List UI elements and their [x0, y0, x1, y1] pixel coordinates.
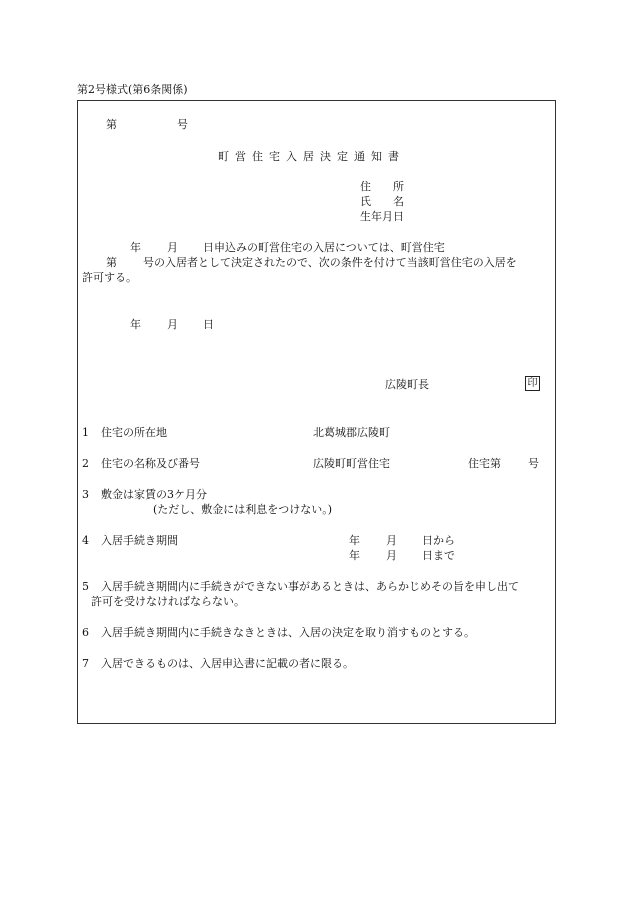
date-month: 月 — [167, 318, 178, 331]
condition-2-housing-no-suffix: 号 — [528, 457, 539, 470]
condition-4-from-month: 月 — [386, 534, 397, 547]
addressee-birthdate-label: 生年月日 — [360, 210, 404, 223]
condition-4-to-year: 年 — [349, 549, 360, 562]
condition-2-housing-no-prefix: 住宅第 — [468, 457, 501, 470]
condition-6-text: 入居手続き期間内に手続きなきときは、入居の決定を取り消すものとする。 — [101, 626, 475, 639]
date-year: 年 — [130, 318, 141, 331]
condition-3-note: (ただし、敷金には利息をつけない。) — [153, 503, 333, 516]
page-title: 町営住宅入居決定通知書 — [218, 150, 405, 163]
doc-number-prefix: 第 — [106, 118, 117, 131]
condition-7-text: 入居できるものは、入居申込書に記載の者に限る。 — [101, 657, 354, 670]
body-dai: 第 — [106, 256, 117, 269]
condition-7-num: 7 — [82, 657, 89, 670]
condition-3-label: 敷金は家賃の3ケ月分 — [101, 488, 207, 501]
addressee-name-label: 氏 名 — [360, 195, 404, 208]
condition-4-to-suffix: 日まで — [422, 549, 455, 562]
condition-2-label: 住宅の名称及び番号 — [101, 457, 200, 470]
body-line2-text: 号の入居者として決定されたので、次の条件を付けて当該町営住宅の入居を — [143, 256, 517, 269]
condition-1-value: 北葛城郡広陵町 — [313, 426, 390, 439]
condition-3-num: 3 — [82, 488, 89, 501]
date-day: 日 — [203, 318, 214, 331]
condition-1-label: 住宅の所在地 — [101, 426, 167, 439]
addressee-address-label: 住 所 — [360, 180, 404, 193]
condition-6-num: 6 — [82, 626, 89, 639]
seal-stamp: 印 — [525, 376, 540, 391]
body-line1-text: 日申込みの町営住宅の入居については、町営住宅 — [203, 241, 445, 254]
body-year: 年 — [130, 241, 141, 254]
body-line3-text: 許可する。 — [82, 271, 137, 284]
condition-5-text-cont: 許可を受けなければならない。 — [91, 595, 245, 608]
condition-4-from-year: 年 — [349, 534, 360, 547]
body-month: 月 — [167, 241, 178, 254]
condition-4-to-month: 月 — [386, 549, 397, 562]
condition-5-num: 5 — [82, 580, 89, 593]
condition-2-num: 2 — [82, 457, 89, 470]
condition-4-from-suffix: 日から — [422, 534, 455, 547]
condition-4-num: 4 — [82, 534, 89, 547]
condition-5-text: 入居手続き期間内に手続きができない事があるときは、あらかじめその旨を申し出て — [101, 580, 519, 593]
condition-1-num: 1 — [82, 426, 89, 439]
issuer-title: 広陵町長 — [385, 378, 429, 391]
condition-4-label: 入居手続き期間 — [101, 534, 178, 547]
condition-2-value: 広陵町町営住宅 — [313, 457, 390, 470]
form-label: 第2号様式(第6条関係) — [77, 83, 188, 96]
doc-number-suffix: 号 — [177, 118, 188, 131]
